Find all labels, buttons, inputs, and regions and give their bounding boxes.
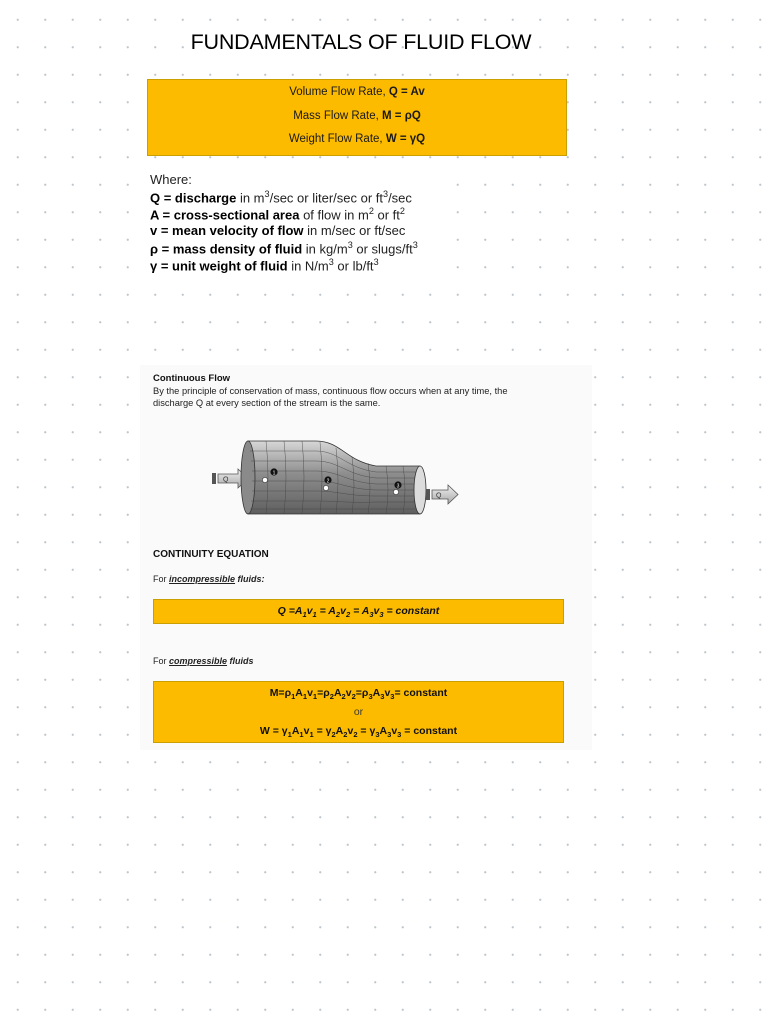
- incompressible-equation: $Q =A_1v_1 = A_2v_2 = A_3v_3$ = constant: [277, 605, 440, 620]
- pipe-flow-diagram: [206, 433, 466, 523]
- continuous-flow-text: By the principle of conservation of mass, continuous flow occurs when at any time, the discharge Q at every section of the stream is the same.: [153, 386, 508, 408]
- continuous-flow-title: Continuous Flow: [153, 373, 231, 384]
- or-separator: or: [353, 706, 364, 718]
- outlet-arrow: [426, 485, 458, 504]
- mass-continuity-equation: $M=\rho_1A_1v_1=\rho_2A_2v_2=\rho_3A_3v_3=$ constant: [269, 687, 448, 702]
- mass-flow-rate: Mass Flow Rate, M = ρQ: [293, 110, 421, 122]
- definition-gamma: γ = unit weight of fluid in $N/m^3$ or $lb/ft^3$: [150, 257, 379, 274]
- incompressible-equation-box: [153, 599, 564, 624]
- compressible-equation-box: [153, 681, 564, 743]
- svg-text:2: 2: [326, 478, 330, 485]
- svg-text:3: 3: [396, 483, 400, 490]
- incompressible-label: For incompressible fluids:: [153, 574, 265, 584]
- compressible-label: For compressible fluids: [153, 656, 254, 666]
- pipe-body: [248, 441, 420, 514]
- definition-rho: ρ = mass density of fluid in $kg/m^3$ or slugs/$ft^3$: [150, 240, 418, 257]
- flow-rates-box: [147, 79, 567, 156]
- volume-flow-rate: Volume Flow Rate, Q = Av: [289, 86, 425, 98]
- continuity-equation-title: CONTINUITY EQUATION: [153, 549, 269, 560]
- pipe-outlet-face: [414, 466, 426, 514]
- outlet-q-label: Q: [436, 492, 442, 500]
- svg-text:1: 1: [272, 470, 276, 477]
- where-heading: Where:: [150, 172, 192, 187]
- where-definitions: [140, 165, 448, 283]
- inlet-q-label: Q: [223, 476, 229, 484]
- definition-a: A = cross-sectional area of flow in $m^2$ or $ft^2$: [150, 206, 405, 223]
- weight-flow-rate: Weight Flow Rate, W = γQ: [288, 133, 426, 145]
- continuous-flow-section: [140, 365, 592, 750]
- pipe-inlet-face: [241, 441, 255, 514]
- definition-v: v = mean velocity of flow in m/sec or ft/sec: [150, 223, 406, 238]
- page-title: FUNDAMENTALS OF FLUID FLOW: [190, 30, 532, 54]
- weight-continuity-equation: $W = \gamma_1A_1v_1 = \gamma_2A_2v_2 = \gamma_3A_3v_3$ = constant: [259, 725, 458, 740]
- definition-q: Q = discharge in $m^3/\sec$ or liter/sec or $ft^3/\sec$: [150, 189, 412, 206]
